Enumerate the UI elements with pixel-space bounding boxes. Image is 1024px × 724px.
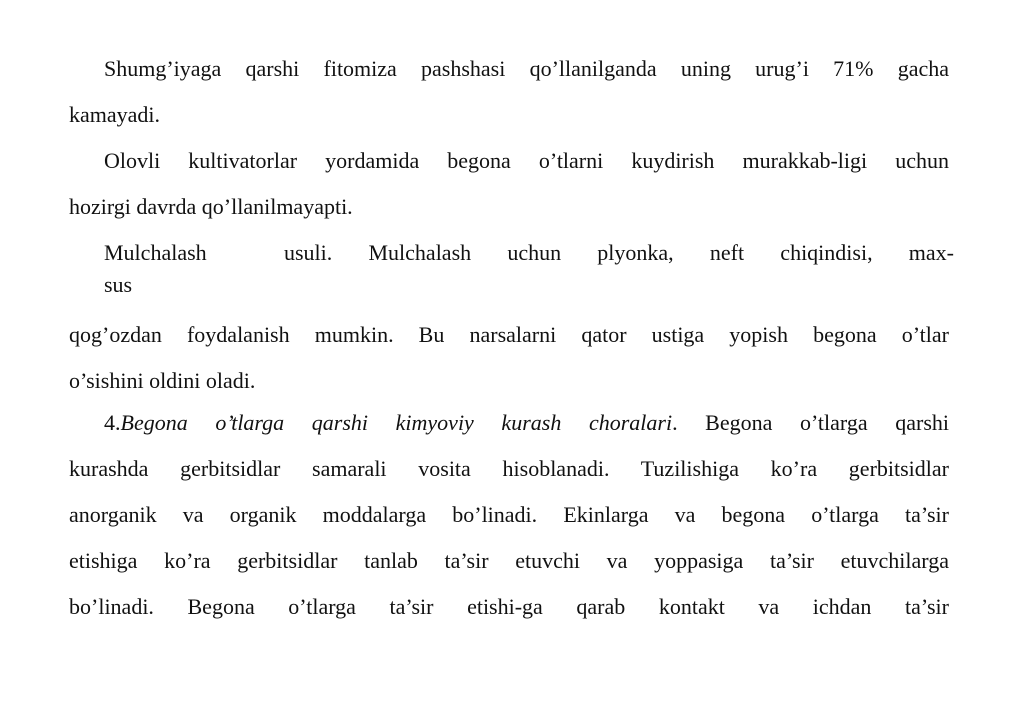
paragraph-3-line-4: o’sishini oldini oladi. <box>69 368 256 393</box>
paragraph-2-line-1: Olovli kultivatorlar yordamida begona o’tlarni kuydirish murakkab-ligi uchun <box>104 148 949 173</box>
paragraph-4-title: Begona o’tlarga qarshi kimyoviy kurash choralari <box>120 410 673 435</box>
paragraph-4-line-4: etishiga ko’ra gerbitsidlar tanlab ta’sir etuvchi va yoppasiga ta’sir etuvchilarga <box>69 548 949 573</box>
paragraph-3-line-1-rest: usuli. Mulchalash uchun plyonka, neft chiqindisi, max- <box>284 240 954 265</box>
paragraph-4-line-3: anorganik va organik moddalarga bo’linadi. Ekinlarga va begona o’tlarga ta’sir <box>69 502 949 527</box>
paragraph-1-line-1: Shumg’iyaga qarshi fitomiza pashshasi qo’llanilganda uning urug’i 71% gacha <box>104 56 949 81</box>
paragraph-2-line-2: hozirgi davrda qo’llanilmayapti. <box>69 194 353 219</box>
paragraph-4-line-5: bo’linadi. Begona o’tlarga ta’sir etishi-ga qarab kontakt va ichdan ta’sir <box>69 594 949 619</box>
paragraph-3-line-3: qog’ozdan foydalanish mumkin. Bu narsalarni qator ustiga yopish begona o’tlar <box>69 322 949 347</box>
paragraph-4-line-2: kurashda gerbitsidlar samarali vosita hisoblanadi. Tuzilishiga ko’ra gerbitsidlar <box>69 456 949 481</box>
paragraph-3-heading-word: Mulchalash <box>104 240 207 265</box>
paragraph-1-line-2: kamayadi. <box>69 102 161 127</box>
paragraph-4-number: 4. <box>104 410 121 435</box>
paragraph-3-line-2: sus <box>104 272 133 297</box>
paragraph-4-line-1 <box>104 410 949 436</box>
paragraph-4-line-1-rest: . Begona o’tlarga qarshi <box>672 410 949 435</box>
